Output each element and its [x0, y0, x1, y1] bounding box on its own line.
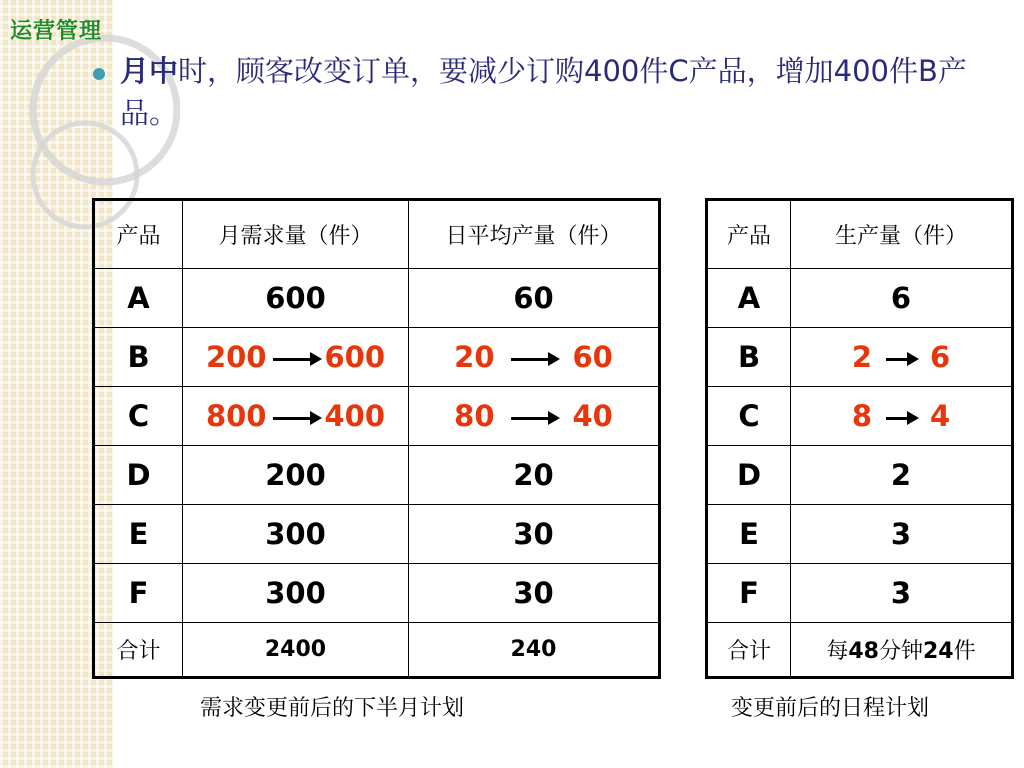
monthly-cell: 300	[183, 564, 409, 623]
table-row	[94, 269, 660, 328]
monthly-cell: 200	[183, 446, 409, 505]
product-cell: C	[707, 387, 791, 446]
product-cell: D	[707, 446, 791, 505]
arrow-right-icon	[886, 417, 916, 420]
qty-cell: 3	[791, 564, 1013, 623]
daily-change-cell	[409, 328, 660, 387]
qty-from-value: 2	[851, 340, 872, 374]
header-daily-output: 日平均产量（件）	[409, 200, 660, 269]
monthly-to-value: 600	[324, 340, 386, 374]
right-table-caption: 变更前后的日程计划	[731, 696, 930, 721]
daily-to-value: 40	[572, 399, 613, 433]
schedule-table	[705, 198, 1014, 679]
monthly-cell: 300	[183, 505, 409, 564]
qty-cell: 2	[791, 446, 1013, 505]
total-minutes: 48	[848, 639, 879, 664]
daily-cell: 30	[409, 505, 660, 564]
product-cell: F	[94, 564, 183, 623]
product-cell: D	[94, 446, 183, 505]
total-rate	[791, 623, 1013, 678]
table-row	[707, 269, 1013, 328]
daily-cell: 60	[409, 269, 660, 328]
table-total-row	[94, 623, 660, 678]
product-cell: A	[707, 269, 791, 328]
table-row	[94, 564, 660, 623]
product-cell: F	[707, 564, 791, 623]
header-monthly-demand: 月需求量（件）	[183, 200, 409, 269]
product-cell: B	[94, 328, 183, 387]
table-header-row	[707, 200, 1013, 269]
monthly-from-value: 800	[205, 399, 267, 433]
header-product: 产品	[94, 200, 183, 269]
left-table-caption: 需求变更前后的下半月计划	[200, 696, 465, 721]
table-row	[94, 446, 660, 505]
monthly-from-value: 200	[205, 340, 267, 374]
qty-to-value: 4	[930, 399, 951, 433]
table-row	[707, 328, 1013, 387]
table-row	[94, 505, 660, 564]
arrow-right-icon	[511, 358, 557, 361]
daily-to-value: 60	[572, 340, 613, 374]
product-cell: E	[707, 505, 791, 564]
intro-text	[120, 50, 980, 134]
monthly-cell: 600	[183, 269, 409, 328]
total-mid: 分钟	[878, 639, 923, 664]
arrow-right-icon	[511, 417, 557, 420]
table-row	[94, 328, 660, 387]
qty-from-value: 8	[851, 399, 872, 433]
qty-cell: 3	[791, 505, 1013, 564]
table-header-row	[94, 200, 660, 269]
qty-to-value: 6	[930, 340, 951, 374]
daily-from-value: 20	[454, 340, 495, 374]
arrow-right-icon	[886, 358, 916, 361]
qty-change-cell	[791, 328, 1013, 387]
total-prefix: 每	[826, 639, 849, 664]
total-daily: 240	[409, 623, 660, 678]
table-total-row	[707, 623, 1013, 678]
demand-table	[92, 198, 661, 679]
header-production-qty: 生产量（件）	[791, 200, 1013, 269]
monthly-change-cell	[183, 387, 409, 446]
product-cell: C	[94, 387, 183, 446]
qty-change-cell	[791, 387, 1013, 446]
arrow-right-icon	[273, 358, 319, 361]
arrow-right-icon	[273, 417, 319, 420]
daily-change-cell	[409, 387, 660, 446]
total-monthly: 2400	[183, 623, 409, 678]
page-title: 运营管理	[10, 19, 103, 44]
header-product: 产品	[707, 200, 791, 269]
table-row	[707, 387, 1013, 446]
table-row	[94, 387, 660, 446]
table-row	[707, 446, 1013, 505]
total-label: 合计	[707, 623, 791, 678]
total-label: 合计	[94, 623, 183, 678]
total-count: 24	[923, 639, 954, 664]
daily-cell: 30	[409, 564, 660, 623]
qty-cell: 6	[791, 269, 1013, 328]
table-row	[707, 564, 1013, 623]
product-cell: E	[94, 505, 183, 564]
monthly-change-cell	[183, 328, 409, 387]
product-cell: A	[94, 269, 183, 328]
monthly-to-value: 400	[324, 399, 386, 433]
bullet-icon	[93, 68, 105, 80]
intro-highlight: 月中	[120, 54, 179, 88]
total-suffix: 件	[953, 639, 976, 664]
product-cell: B	[707, 328, 791, 387]
daily-from-value: 80	[454, 399, 495, 433]
table-row	[707, 505, 1013, 564]
daily-cell: 20	[409, 446, 660, 505]
intro-body: 时，顾客改变订单，要减少订购400件C产品，增加400件B产品。	[120, 54, 967, 130]
